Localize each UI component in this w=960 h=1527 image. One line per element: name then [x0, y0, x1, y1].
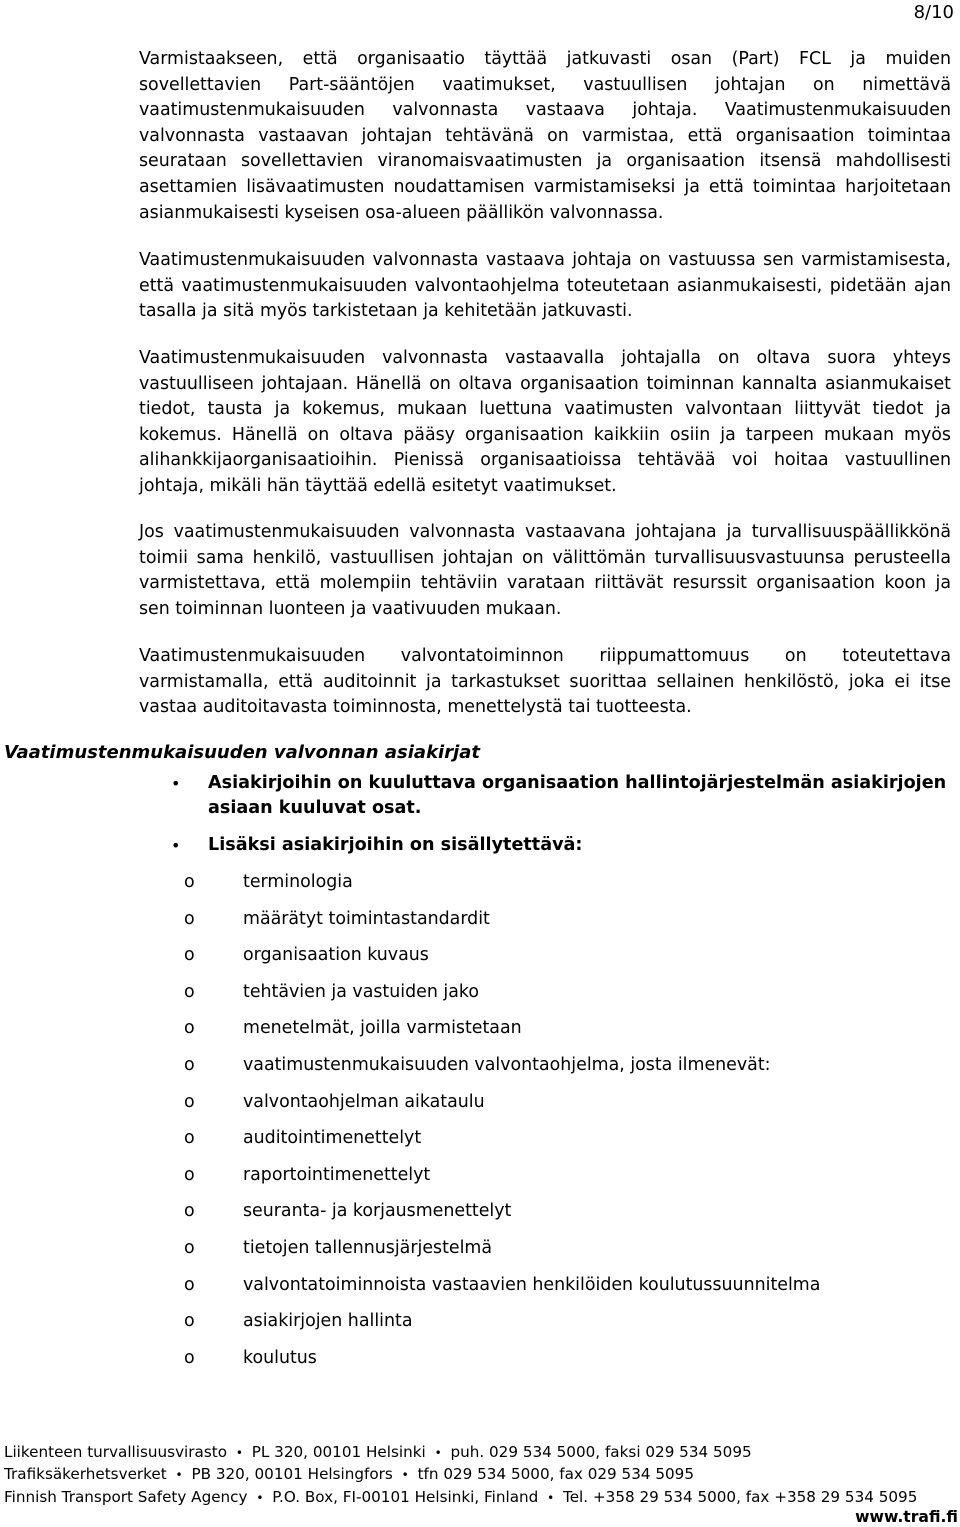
footer-phone: puh. 029 534 5000, faksi 029 534 5095 — [450, 1443, 752, 1461]
document-contents-list — [184, 869, 820, 1381]
list-item-text: tehtävien ja vastuiden jako — [243, 981, 479, 1002]
list-item — [184, 1089, 820, 1126]
sub-bullet-marker: o — [184, 1018, 195, 1039]
sub-bullet-marker: o — [184, 1091, 195, 1112]
list-item-text: raportointimenettelyt — [243, 1164, 431, 1185]
list-item-text: vaatimustenmukaisuuden valvontaohjelma, josta ilmenevät: — [243, 1054, 771, 1075]
list-item-text: menetelmät, joilla varmistetaan — [243, 1018, 522, 1039]
paragraph-combined-roles: Jos vaatimustenmukaisuuden valvonnasta vastaavana johtajana ja turvallisuuspäällikkönä toimii sama henkilö, vastuullisen johtajan on välittömän turvallisuusvastuunsa perusteella varmistettava, että molempiin tehtäviin varataan riittävät resurssit organisaation koon ja sen toiminnan luonteen ja vaativuuden mukaan. — [139, 522, 951, 619]
footer-separator: • — [434, 1446, 442, 1460]
list-item — [184, 906, 820, 943]
section-heading: Vaatimustenmukaisuuden valvonnan asiakirjat — [4, 742, 481, 763]
list-item-text: valvontaohjelman aikataulu — [243, 1091, 485, 1112]
sub-bullet-marker: o — [184, 908, 195, 929]
list-item-text: määrätyt toimintastandardit — [243, 908, 490, 929]
footer-line-sv — [4, 1464, 956, 1486]
footer-phone: tfn 029 534 5000, fax 029 534 5095 — [417, 1465, 695, 1484]
list-item — [184, 1345, 820, 1382]
list-item — [184, 1308, 820, 1345]
footer-address: PB 320, 00101 Helsingfors — [191, 1465, 393, 1484]
page-number: 8/10 — [913, 2, 954, 23]
list-item — [184, 1198, 820, 1235]
sub-bullet-marker: o — [184, 1128, 195, 1149]
sub-bullet-marker: o — [184, 1311, 195, 1332]
list-item-text: asiakirjojen hallinta — [243, 1311, 413, 1332]
footer-contact — [4, 1442, 956, 1509]
sub-bullet-marker: o — [184, 1237, 195, 1258]
list-item — [184, 1015, 820, 1052]
list-item — [184, 1272, 820, 1309]
paragraph-compliance-manager: Varmistaakseen, että organisaatio täyttää jatkuvasti osan (Part) FCL ja muiden sovellettavien Part-sääntöjen vaatimukset, vastuullisen johtajan on nimettävä vaatimustenmukaisuuden valvonnasta vastaava johtaja. Vaatimustenmukaisuuden valvonnasta vastaavan johtajan tehtävänä on varmistaa, että organisaation toimintaa seurataan sovellettavien viranomaisvaatimusten ja organisaation itsensä mahdollisesti asettamien lisävaatimusten noudattamisen varmistamiseksi ja että toimintaa harjoitetaan asianmukaisesti kyseisen osa-alueen päällikön valvonnassa. — [139, 49, 951, 223]
sub-bullet-marker: o — [184, 981, 195, 1002]
list-item — [184, 942, 820, 979]
bullet-marker: • — [171, 836, 181, 855]
list-item-text: auditointimenettelyt — [243, 1128, 422, 1149]
bullet-marker: • — [171, 774, 181, 793]
list-item — [184, 1052, 820, 1089]
footer-phone: Tel. +358 29 534 5000, fax +358 29 534 5095 — [563, 1487, 918, 1506]
bullet-item — [171, 833, 950, 858]
footer-website-link[interactable]: www.trafi.fi — [855, 1508, 958, 1526]
footer-agency-name: Trafiksäkerhetsverket — [4, 1465, 167, 1484]
footer-separator: • — [175, 1468, 183, 1483]
list-item-text: seuranta- ja korjausmenettelyt — [243, 1201, 512, 1222]
paragraph-compliance-program: Vaatimustenmukaisuuden valvonnasta vastaava johtaja on vastuussa sen varmistamisesta, että vaatimustenmukaisuuden valvontaohjelma toteutetaan asianmukaisesti, pidetään ajan tasalla ja sitä myös tarkistetaan ja kehitetään jatkuvasti. — [139, 250, 951, 322]
sub-bullet-marker: o — [184, 1274, 195, 1295]
footer-line-en — [4, 1487, 956, 1509]
list-item — [184, 1235, 820, 1272]
paragraph-independence: Vaatimustenmukaisuuden valvontatoiminnon riippumattomuus on toteutettava varmistamalla, että auditoinnit ja tarkastukset suorittaa sellainen henkilöstö, joka ei itse vastaa auditoitavasta toiminnosta, menettelystä tai tuotteesta. — [139, 646, 951, 718]
sub-bullet-marker: o — [184, 1054, 195, 1075]
footer-separator: • — [256, 1490, 264, 1505]
footer-agency-name: Liikenteen turvallisuusvirasto — [4, 1443, 227, 1461]
footer-separator: • — [401, 1468, 409, 1483]
list-item — [184, 869, 820, 906]
paragraph-direct-access: Vaatimustenmukaisuuden valvonnasta vastaavalla johtajalla on oltava suora yhteys vastuulliseen johtajaan. Hänellä on oltava organisaation toiminnan kannalta asianmukaiset tiedot, tausta ja kokemus, mukaan luettuna vaatimusten valvontaan liittyvät tiedot ja kokemus. Hänellä on oltava pääsy organisaation kaikkiin osiin ja tarpeen mukaan myös alihankkijaorganisaatioihin. Pienissä organisaatioissa tehtävää voi hoitaa vastuullinen johtaja, mikäli hän täyttää edellä esitetyt vaatimukset. — [139, 348, 951, 496]
list-item-text: terminologia — [243, 872, 353, 892]
sub-bullet-marker: o — [184, 872, 195, 892]
list-item-text: valvontatoiminnoista vastaavien henkilöiden koulutussuunnitelma — [243, 1274, 821, 1295]
footer-separator: • — [547, 1490, 555, 1505]
footer-separator: • — [235, 1446, 243, 1460]
bullet-text: Asiakirjoihin on kuuluttava organisaation hallintojärjestelmän asiakirjojen asiaan kuuluvat osat. — [208, 773, 947, 818]
list-item-text: organisaation kuvaus — [243, 945, 429, 966]
sub-bullet-marker: o — [184, 1201, 195, 1222]
list-item — [184, 1125, 820, 1162]
list-item-text: tietojen tallennusjärjestelmä — [243, 1237, 493, 1258]
sub-bullet-marker: o — [184, 1347, 195, 1368]
sub-bullet-marker: o — [184, 945, 195, 966]
footer-address: PL 320, 00101 Helsinki — [251, 1443, 426, 1461]
footer-agency-name: Finnish Transport Safety Agency — [4, 1487, 248, 1506]
bullet-text: Lisäksi asiakirjoihin on sisällytettävä: — [208, 835, 583, 855]
footer-address: P.O. Box, FI-00101 Helsinki, Finland — [272, 1487, 539, 1506]
sub-bullet-marker: o — [184, 1164, 195, 1185]
list-item — [184, 1162, 820, 1199]
list-item-text: koulutus — [243, 1347, 317, 1368]
bullet-item — [171, 771, 950, 821]
list-item — [184, 979, 820, 1016]
footer-line-fi — [4, 1442, 956, 1464]
